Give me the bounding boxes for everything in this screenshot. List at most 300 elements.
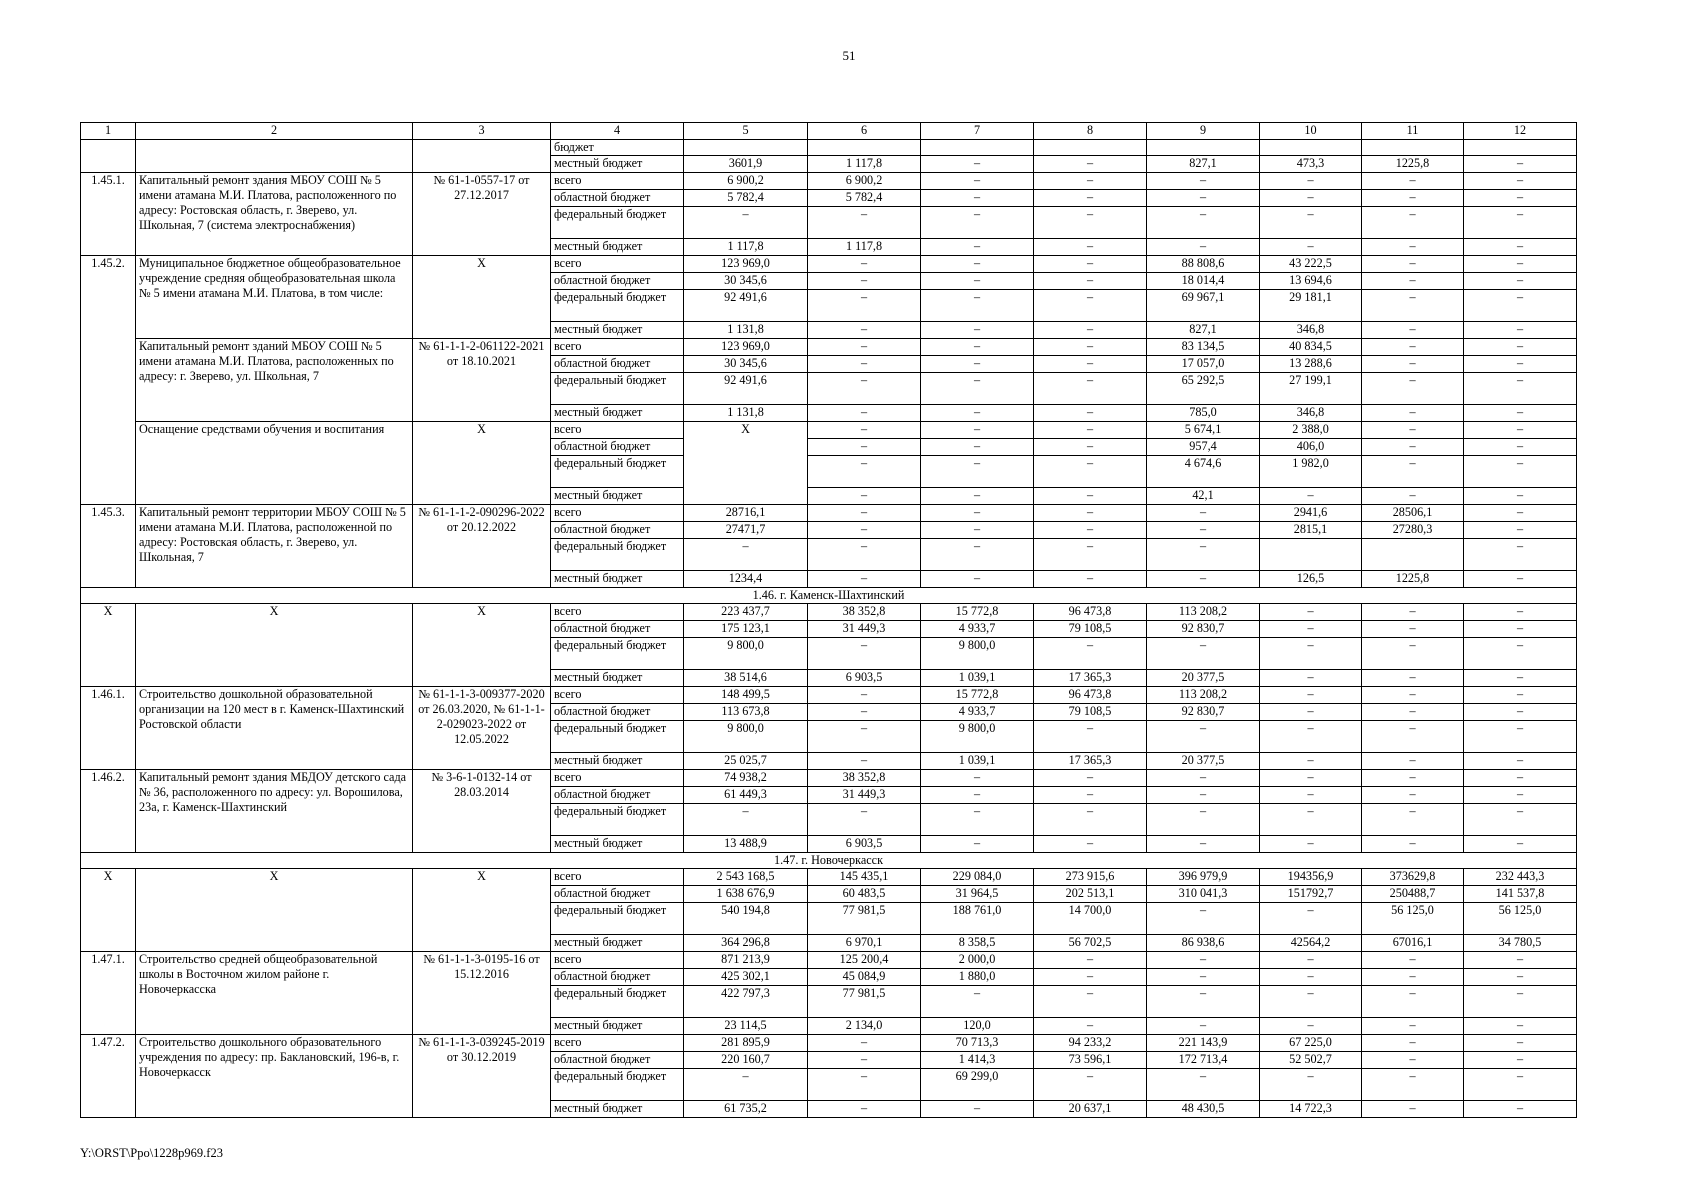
- value-cell: 17 365,3: [1034, 670, 1147, 687]
- value-cell: –: [1147, 836, 1260, 853]
- value-cell: [1362, 539, 1464, 571]
- item-name: Строительство дошкольного образовательного учреждения по адресу: пр. Баклановский, 196-в, г. Новочеркасск: [136, 1035, 413, 1118]
- budget-type: бюджет: [551, 140, 684, 156]
- value-cell: –: [1260, 986, 1362, 1018]
- value-cell: 126,5: [1260, 571, 1362, 588]
- value-cell: –: [1260, 687, 1362, 704]
- value-cell: 175 123,1: [684, 621, 808, 638]
- value-cell: –: [1362, 1101, 1464, 1118]
- value-cell: 6 903,5: [808, 670, 921, 687]
- column-number: 3: [413, 123, 551, 140]
- item-name: Строительство средней общеобразовательной школы в Восточном жилом районе г. Новочеркасска: [136, 952, 413, 1035]
- value-cell: –: [1362, 638, 1464, 670]
- value-cell: 223 437,7: [684, 604, 808, 621]
- value-cell: –: [1362, 207, 1464, 239]
- value-cell: 4 933,7: [921, 621, 1034, 638]
- value-cell: 6 900,2: [684, 173, 808, 190]
- value-cell: –: [808, 439, 921, 456]
- budget-type: местный бюджет: [551, 322, 684, 339]
- value-cell: –: [1464, 571, 1577, 588]
- value-cell: –: [1034, 836, 1147, 853]
- value-cell: –: [1034, 322, 1147, 339]
- value-cell: 229 084,0: [921, 869, 1034, 886]
- value-cell: 42564,2: [1260, 935, 1362, 952]
- value-cell: 1 131,8: [684, 405, 808, 422]
- value-cell: 43 222,5: [1260, 256, 1362, 273]
- item-number: 1.45.3.: [81, 505, 136, 588]
- value-cell: –: [1260, 190, 1362, 207]
- budget-type: всего: [551, 687, 684, 704]
- value-cell: 34 780,5: [1464, 935, 1577, 952]
- value-cell: 1 117,8: [684, 239, 808, 256]
- value-cell: 250488,7: [1362, 886, 1464, 903]
- value-cell: –: [1034, 173, 1147, 190]
- value-cell: 56 125,0: [1362, 903, 1464, 935]
- value-cell: –: [1362, 239, 1464, 256]
- table-cell: [808, 140, 921, 156]
- budget-type: местный бюджет: [551, 239, 684, 256]
- budget-type: местный бюджет: [551, 753, 684, 770]
- value-cell: –: [1260, 488, 1362, 505]
- item-name: Капитальный ремонт территории МБОУ СОШ № 5 имени атамана М.И. Платова, расположенной по адресу: Ростовская область, г. Зверево, ул. Школьная, 7: [136, 505, 413, 588]
- value-cell: 38 514,6: [684, 670, 808, 687]
- value-cell: –: [808, 687, 921, 704]
- value-cell: –: [1034, 571, 1147, 588]
- value-cell: –: [1464, 373, 1577, 405]
- value-cell: 29 181,1: [1260, 290, 1362, 322]
- value-cell: –: [1034, 422, 1147, 439]
- value-cell: 27471,7: [684, 522, 808, 539]
- table-row: [81, 1035, 1577, 1052]
- value-cell: –: [1362, 836, 1464, 853]
- item-number: Х: [81, 604, 136, 687]
- value-cell: –: [1464, 207, 1577, 239]
- value-cell: –: [1260, 952, 1362, 969]
- value-cell: –: [1147, 1018, 1260, 1035]
- budget-table: [80, 122, 1577, 1118]
- value-cell: 1 117,8: [808, 156, 921, 173]
- value-cell: –: [1362, 952, 1464, 969]
- document-number: № 61-1-1-2-061122-2021 от 18.10.2021: [413, 339, 551, 422]
- column-number: 8: [1034, 123, 1147, 140]
- value-cell: 6 900,2: [808, 173, 921, 190]
- value-cell: –: [1464, 638, 1577, 670]
- item-name: Капитальный ремонт здания МБДОУ детского сада № 36, расположенного по адресу: ул. Ворошилова, 23а, г. Каменск-Шахтинский: [136, 770, 413, 853]
- value-cell: –: [1147, 190, 1260, 207]
- value-cell: 88 808,6: [1147, 256, 1260, 273]
- value-cell: 92 830,7: [1147, 621, 1260, 638]
- value-cell: 113 208,2: [1147, 687, 1260, 704]
- value-cell: 406,0: [1260, 439, 1362, 456]
- section-row: [81, 853, 1577, 869]
- value-cell: –: [1362, 488, 1464, 505]
- value-cell: 9 800,0: [684, 721, 808, 753]
- value-cell: 1 414,3: [921, 1052, 1034, 1069]
- value-cell: –: [1034, 373, 1147, 405]
- value-cell: 52 502,7: [1260, 1052, 1362, 1069]
- value-cell: 473,3: [1260, 156, 1362, 173]
- table-cell: [136, 140, 413, 173]
- value-cell: 221 143,9: [1147, 1035, 1260, 1052]
- value-cell: –: [1362, 173, 1464, 190]
- value-cell: –: [1034, 721, 1147, 753]
- value-cell: –: [808, 207, 921, 239]
- value-cell: –: [921, 339, 1034, 356]
- value-cell: –: [1034, 439, 1147, 456]
- value-cell: –: [1147, 903, 1260, 935]
- table-row: [81, 140, 1577, 156]
- document-number: Х: [413, 869, 551, 952]
- value-cell: –: [1464, 522, 1577, 539]
- value-cell: 1 039,1: [921, 753, 1034, 770]
- value-cell: –: [1362, 770, 1464, 787]
- budget-type: всего: [551, 256, 684, 273]
- document-number: № 61-1-0557-17 от 27.12.2017: [413, 173, 551, 256]
- value-cell: –: [1034, 986, 1147, 1018]
- table-row: [81, 505, 1577, 522]
- document-number: Х: [413, 256, 551, 339]
- value-cell: –: [1260, 753, 1362, 770]
- value-cell: –: [1464, 439, 1577, 456]
- value-cell: 113 673,8: [684, 704, 808, 721]
- value-cell: 30 345,6: [684, 356, 808, 373]
- value-cell: –: [1034, 770, 1147, 787]
- value-cell: 42,1: [1147, 488, 1260, 505]
- column-number: 4: [551, 123, 684, 140]
- value-cell: –: [1147, 207, 1260, 239]
- value-cell: –: [1464, 621, 1577, 638]
- value-cell: 14 722,3: [1260, 1101, 1362, 1118]
- item-name: Х: [136, 604, 413, 687]
- table-cell: [81, 140, 136, 173]
- value-cell: –: [1362, 687, 1464, 704]
- value-cell: –: [808, 505, 921, 522]
- budget-type: областной бюджет: [551, 356, 684, 373]
- column-number: 5: [684, 123, 808, 140]
- budget-type: областной бюджет: [551, 969, 684, 986]
- page-number: 51: [842, 48, 856, 63]
- value-cell: 2 134,0: [808, 1018, 921, 1035]
- value-cell: –: [808, 1101, 921, 1118]
- value-cell: 425 302,1: [684, 969, 808, 986]
- value-cell: –: [1147, 1069, 1260, 1101]
- value-cell: –: [1464, 836, 1577, 853]
- value-cell: –: [1034, 273, 1147, 290]
- budget-type: местный бюджет: [551, 571, 684, 588]
- value-cell: –: [1464, 190, 1577, 207]
- value-cell: –: [808, 356, 921, 373]
- value-cell: –: [921, 290, 1034, 322]
- value-cell: –: [808, 488, 921, 505]
- value-cell: –: [1034, 256, 1147, 273]
- budget-type: федеральный бюджет: [551, 373, 684, 405]
- value-cell: –: [1362, 753, 1464, 770]
- value-cell: 123 969,0: [684, 339, 808, 356]
- value-cell: –: [1034, 804, 1147, 836]
- value-cell: –: [921, 770, 1034, 787]
- budget-type: федеральный бюджет: [551, 539, 684, 571]
- value-cell: –: [1464, 952, 1577, 969]
- value-cell: –: [1260, 604, 1362, 621]
- value-cell: –: [1260, 903, 1362, 935]
- value-cell: 957,4: [1147, 439, 1260, 456]
- value-cell: 31 449,3: [808, 621, 921, 638]
- value-cell: –: [1362, 256, 1464, 273]
- value-cell: 13 694,6: [1260, 273, 1362, 290]
- value-cell: 9 800,0: [684, 638, 808, 670]
- item-name: Строительство дошкольной образовательной организации на 120 мест в г. Каменск-Шахтинский Ростовской области: [136, 687, 413, 770]
- value-cell: 1 039,1: [921, 670, 1034, 687]
- value-cell: –: [808, 256, 921, 273]
- value-cell: –: [684, 804, 808, 836]
- value-cell: –: [808, 721, 921, 753]
- value-cell: 25 025,7: [684, 753, 808, 770]
- value-cell: –: [808, 1069, 921, 1101]
- value-cell: 1 982,0: [1260, 456, 1362, 488]
- value-cell: –: [921, 273, 1034, 290]
- value-cell: 123 969,0: [684, 256, 808, 273]
- value-cell: 27 199,1: [1260, 373, 1362, 405]
- budget-type: всего: [551, 604, 684, 621]
- value-cell: –: [808, 339, 921, 356]
- value-cell: 148 499,5: [684, 687, 808, 704]
- value-cell: –: [921, 787, 1034, 804]
- value-cell: –: [921, 190, 1034, 207]
- value-cell: 871 213,9: [684, 952, 808, 969]
- value-cell: –: [1362, 804, 1464, 836]
- item-number: 1.45.2.: [81, 256, 136, 505]
- value-cell: 23 114,5: [684, 1018, 808, 1035]
- budget-type: областной бюджет: [551, 621, 684, 638]
- value-cell: –: [1147, 638, 1260, 670]
- value-cell: –: [1034, 1018, 1147, 1035]
- column-number: 10: [1260, 123, 1362, 140]
- budget-type: местный бюджет: [551, 405, 684, 422]
- value-cell: 30 345,6: [684, 273, 808, 290]
- value-cell: –: [1260, 969, 1362, 986]
- value-cell: –: [1362, 339, 1464, 356]
- value-cell: –: [1034, 405, 1147, 422]
- value-cell: –: [1034, 1069, 1147, 1101]
- value-cell: –: [1362, 1069, 1464, 1101]
- budget-type: областной бюджет: [551, 190, 684, 207]
- value-cell: 77 981,5: [808, 986, 921, 1018]
- item-number: 1.46.1.: [81, 687, 136, 770]
- value-cell: –: [1034, 456, 1147, 488]
- value-cell: –: [1147, 952, 1260, 969]
- table-row: [81, 339, 1577, 356]
- value-cell: –: [1464, 356, 1577, 373]
- value-cell: –: [1362, 273, 1464, 290]
- value-cell: –: [1464, 256, 1577, 273]
- value-cell: 83 134,5: [1147, 339, 1260, 356]
- value-cell: 141 537,8: [1464, 886, 1577, 903]
- value-cell: –: [1464, 405, 1577, 422]
- value-cell: –: [1464, 239, 1577, 256]
- value-cell: 220 160,7: [684, 1052, 808, 1069]
- budget-type: федеральный бюджет: [551, 721, 684, 753]
- value-cell: –: [1362, 322, 1464, 339]
- value-cell: –: [1362, 670, 1464, 687]
- value-cell: 5 782,4: [808, 190, 921, 207]
- value-cell: 281 895,9: [684, 1035, 808, 1052]
- value-cell: 2941,6: [1260, 505, 1362, 522]
- value-cell: 310 041,3: [1147, 886, 1260, 903]
- budget-type: всего: [551, 1035, 684, 1052]
- table-row: [81, 604, 1577, 621]
- column-number: 6: [808, 123, 921, 140]
- value-cell: –: [1464, 804, 1577, 836]
- value-cell: –: [921, 571, 1034, 588]
- value-cell: 31 964,5: [921, 886, 1034, 903]
- value-cell: –: [921, 986, 1034, 1018]
- value-cell: –: [1362, 422, 1464, 439]
- value-cell: –: [1034, 239, 1147, 256]
- item-name: Капитальный ремонт зданий МБОУ СОШ № 5 имени атамана М.И. Платова, расположенных по адресу: г. Зверево, ул. Школьная, 7: [136, 339, 413, 422]
- value-cell: –: [1362, 969, 1464, 986]
- value-cell: 1 117,8: [808, 239, 921, 256]
- value-cell: –: [1147, 571, 1260, 588]
- budget-type: федеральный бюджет: [551, 903, 684, 935]
- column-number: 1: [81, 123, 136, 140]
- value-cell: 45 084,9: [808, 969, 921, 986]
- value-cell: –: [1362, 604, 1464, 621]
- value-cell: 232 443,3: [1464, 869, 1577, 886]
- value-cell: –: [1362, 456, 1464, 488]
- budget-type: федеральный бюджет: [551, 804, 684, 836]
- item-number: 1.47.1.: [81, 952, 136, 1035]
- value-cell: –: [808, 753, 921, 770]
- section-title: 1.47. г. Новочеркасск: [81, 853, 1577, 869]
- value-cell: –: [1260, 1069, 1362, 1101]
- value-cell: Х: [684, 422, 808, 505]
- column-number: 11: [1362, 123, 1464, 140]
- value-cell: –: [684, 207, 808, 239]
- value-cell: 56 702,5: [1034, 935, 1147, 952]
- item-name: Муниципальное бюджетное общеобразовательное учреждение средняя общеобразовательная школа № 5 имени атамана М.И. Платова, в том числе:: [136, 256, 413, 339]
- value-cell: –: [1034, 787, 1147, 804]
- value-cell: 1225,8: [1362, 156, 1464, 173]
- budget-type: местный бюджет: [551, 836, 684, 853]
- value-cell: –: [921, 539, 1034, 571]
- budget-type: федеральный бюджет: [551, 986, 684, 1018]
- value-cell: –: [808, 373, 921, 405]
- value-cell: –: [1362, 986, 1464, 1018]
- value-cell: 1 638 676,9: [684, 886, 808, 903]
- value-cell: 1 131,8: [684, 322, 808, 339]
- value-cell: –: [1464, 604, 1577, 621]
- value-cell: 38 352,8: [808, 770, 921, 787]
- value-cell: 827,1: [1147, 156, 1260, 173]
- value-cell: [1260, 539, 1362, 571]
- value-cell: 92 491,6: [684, 373, 808, 405]
- value-cell: –: [921, 156, 1034, 173]
- value-cell: 120,0: [921, 1018, 1034, 1035]
- value-cell: 202 513,1: [1034, 886, 1147, 903]
- value-cell: –: [808, 539, 921, 571]
- value-cell: –: [1260, 670, 1362, 687]
- item-name: Х: [136, 869, 413, 952]
- value-cell: 96 473,8: [1034, 604, 1147, 621]
- value-cell: –: [1034, 156, 1147, 173]
- item-name: Оснащение средствами обучения и воспитания: [136, 422, 413, 505]
- value-cell: –: [1464, 1018, 1577, 1035]
- table-cell: [1034, 140, 1147, 156]
- value-cell: 1234,4: [684, 571, 808, 588]
- budget-type: всего: [551, 505, 684, 522]
- value-cell: 56 125,0: [1464, 903, 1577, 935]
- column-number: 7: [921, 123, 1034, 140]
- section-row: [81, 588, 1577, 604]
- value-cell: –: [1034, 539, 1147, 571]
- value-cell: 20 637,1: [1034, 1101, 1147, 1118]
- value-cell: 151792,7: [1260, 886, 1362, 903]
- value-cell: –: [808, 290, 921, 322]
- value-cell: 73 596,1: [1034, 1052, 1147, 1069]
- value-cell: 79 108,5: [1034, 621, 1147, 638]
- value-cell: 5 782,4: [684, 190, 808, 207]
- value-cell: –: [921, 256, 1034, 273]
- table-row: [81, 173, 1577, 190]
- value-cell: –: [921, 239, 1034, 256]
- document-number: № 61-1-1-3-009377-2020 от 26.03.2020, № 61-1-1-2-029023-2022 от 12.05.2022: [413, 687, 551, 770]
- value-cell: –: [1260, 638, 1362, 670]
- table-cell: [684, 140, 808, 156]
- value-cell: 396 979,9: [1147, 869, 1260, 886]
- value-cell: –: [1464, 539, 1577, 571]
- value-cell: 540 194,8: [684, 903, 808, 935]
- column-number: 12: [1464, 123, 1577, 140]
- value-cell: –: [921, 456, 1034, 488]
- value-cell: –: [921, 522, 1034, 539]
- value-cell: 65 292,5: [1147, 373, 1260, 405]
- value-cell: 2 543 168,5: [684, 869, 808, 886]
- value-cell: 6 903,5: [808, 836, 921, 853]
- item-number: 1.47.2.: [81, 1035, 136, 1118]
- value-cell: 5 674,1: [1147, 422, 1260, 439]
- value-cell: 92 491,6: [684, 290, 808, 322]
- value-cell: –: [808, 704, 921, 721]
- value-cell: 125 200,4: [808, 952, 921, 969]
- value-cell: –: [1464, 787, 1577, 804]
- budget-type: всего: [551, 173, 684, 190]
- value-cell: –: [1464, 969, 1577, 986]
- value-cell: –: [808, 804, 921, 836]
- value-cell: 94 233,2: [1034, 1035, 1147, 1052]
- value-cell: –: [1147, 969, 1260, 986]
- budget-type: областной бюджет: [551, 439, 684, 456]
- value-cell: 38 352,8: [808, 604, 921, 621]
- value-cell: –: [1464, 456, 1577, 488]
- value-cell: 827,1: [1147, 322, 1260, 339]
- value-cell: –: [1464, 339, 1577, 356]
- column-numbers-row: [81, 123, 1577, 140]
- table-row: [81, 256, 1577, 273]
- value-cell: –: [1464, 753, 1577, 770]
- value-cell: 13 488,9: [684, 836, 808, 853]
- value-cell: 92 830,7: [1147, 704, 1260, 721]
- value-cell: 74 938,2: [684, 770, 808, 787]
- value-cell: 48 430,5: [1147, 1101, 1260, 1118]
- value-cell: –: [921, 322, 1034, 339]
- value-cell: –: [1464, 505, 1577, 522]
- value-cell: –: [921, 505, 1034, 522]
- value-cell: 27280,3: [1362, 522, 1464, 539]
- value-cell: 61 735,2: [684, 1101, 808, 1118]
- budget-type: областной бюджет: [551, 273, 684, 290]
- value-cell: 346,8: [1260, 322, 1362, 339]
- value-cell: 1 880,0: [921, 969, 1034, 986]
